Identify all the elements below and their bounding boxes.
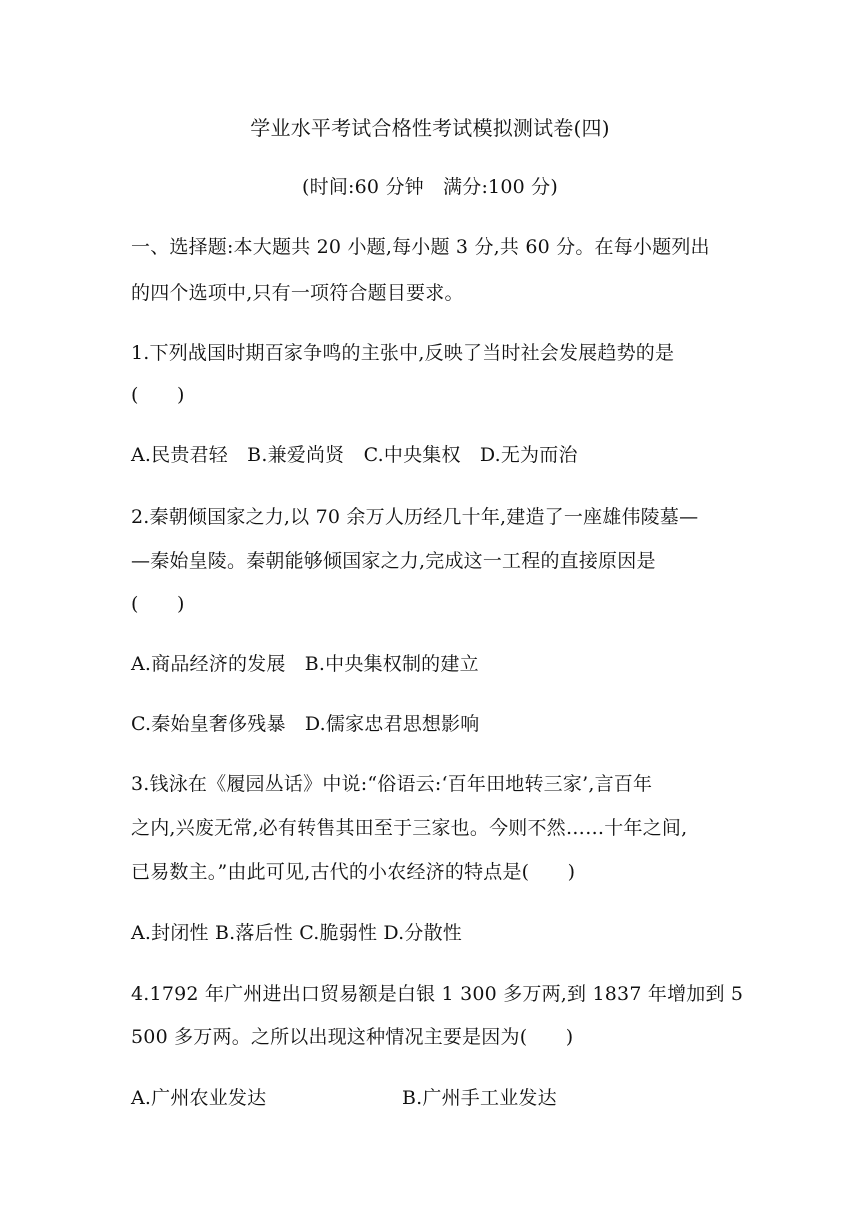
question-2-stem-line-3: ( )	[131, 593, 185, 615]
question-1-stem-line-2: ( )	[131, 384, 185, 406]
question-3-stem-line-2: 之内,兴废无常,必有转售其田至于三家也。今则不然……十年之间,	[131, 817, 688, 839]
exam-title: 学业水平考试合格性考试模拟测试卷(四)	[250, 116, 610, 140]
question-2-stem-line-1: 2.秦朝倾国家之力,以 70 余万人历经几十年,建造了一座雄伟陵墓—	[131, 506, 699, 528]
question-4-stem-line-2: 500 多万两。之所以出现这种情况主要是因为( )	[131, 1026, 574, 1048]
question-2-options-line-1: A.商品经济的发展 B.中央集权制的建立	[131, 653, 479, 675]
question-3-options: A.封闭性 B.落后性 C.脆弱性 D.分散性	[131, 922, 462, 944]
question-4-option-a: A.广州农业发达	[131, 1087, 267, 1109]
question-1-stem-line-1: 1.下列战国时期百家争鸣的主张中,反映了当时社会发展趋势的是	[131, 342, 675, 364]
exam-subtitle: (时间:60 分钟 满分:100 分)	[302, 176, 558, 198]
question-1-options: A.民贵君轻 B.兼爱尚贤 C.中央集权 D.无为而治	[131, 444, 578, 466]
section-instruction-line-2: 的四个选项中,只有一项符合题目要求。	[131, 282, 464, 304]
question-2-options-line-2: C.秦始皇奢侈残暴 D.儒家忠君思想影响	[131, 713, 480, 735]
question-3-stem-line-1: 3.钱泳在《履园丛话》中说:“俗语云:‘百年田地转三家’,言百年	[131, 773, 653, 795]
question-4-stem-line-1: 4.1792 年广州进出口贸易额是白银 1 300 多万两,到 1837 年增加到 5	[131, 983, 744, 1005]
section-instruction-line-1: 一、选择题:本大题共 20 小题,每小题 3 分,共 60 分。在每小题列出	[131, 236, 710, 258]
question-4-option-b: B.广州手工业发达	[402, 1087, 557, 1109]
question-2-stem-line-2: —秦始皇陵。秦朝能够倾国家之力,完成这一工程的直接原因是	[131, 550, 656, 572]
question-3-stem-line-3: 已易数主。”由此可见,古代的小农经济的特点是( )	[131, 861, 576, 883]
